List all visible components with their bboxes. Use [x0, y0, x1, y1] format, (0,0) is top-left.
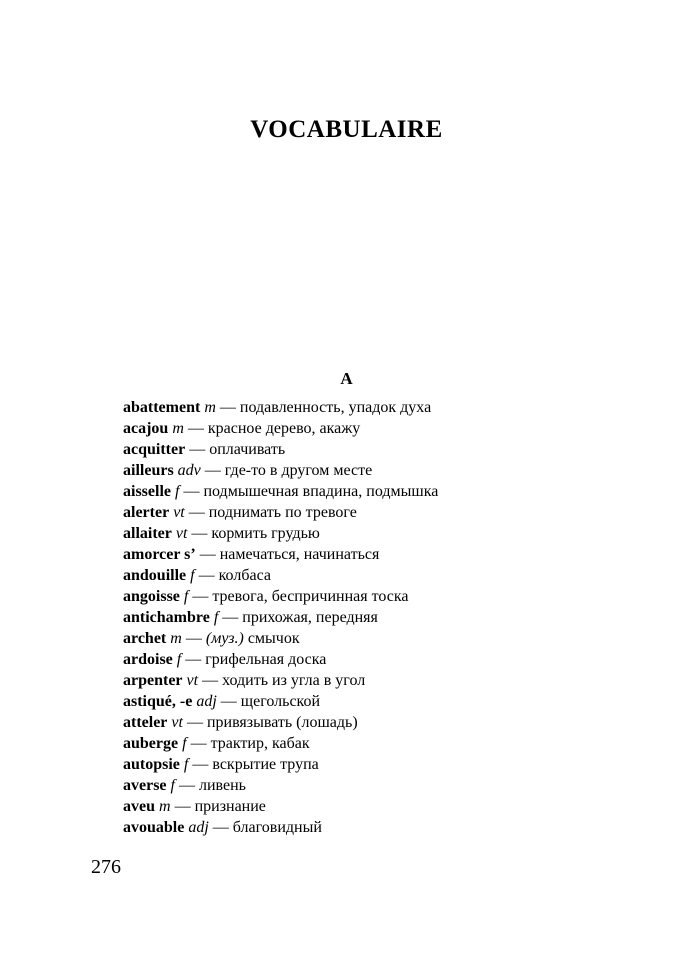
entry-dash: — [204, 462, 221, 479]
entry-grammar: adj [188, 819, 209, 836]
entry-dash: — [219, 399, 236, 416]
entry-grammar: f [190, 567, 195, 584]
entry-word: averse [123, 777, 167, 794]
vocabulary-entry [123, 481, 583, 502]
entry-grammar: f [170, 777, 175, 794]
entry-translation: вскрытие трупа [212, 756, 319, 773]
entry-grammar: vt [173, 504, 185, 521]
entry-word: archet [123, 630, 167, 647]
entry-dash: — [199, 546, 216, 563]
entry-word: amorcer s’ [123, 546, 196, 563]
entry-dash: — [192, 588, 209, 605]
vocabulary-entry [123, 775, 583, 796]
entry-translation: где-то в другом месте [224, 462, 373, 479]
entry-word: ardoise [123, 651, 173, 668]
entry-translation: смычок [247, 630, 300, 647]
entry-word: aisselle [123, 483, 171, 500]
page-number: 276 [91, 856, 121, 878]
entry-word: acajou [123, 420, 169, 437]
entry-word: allaiter [123, 525, 172, 542]
entry-dash: — [187, 420, 204, 437]
vocabulary-list [123, 397, 583, 838]
entry-dash: — [212, 819, 229, 836]
vocabulary-entry [123, 817, 583, 838]
vocabulary-entry [123, 502, 583, 523]
vocabulary-entry [123, 649, 583, 670]
entry-grammar: m [204, 399, 216, 416]
entry-grammar: f [182, 735, 187, 752]
entry-grammar: vt [186, 672, 199, 689]
entry-dash: — [220, 693, 237, 710]
entry-grammar: adv [177, 462, 201, 479]
vocabulary-entry [123, 523, 583, 544]
vocabulary-entry [123, 712, 583, 733]
entry-word: arpenter [123, 672, 183, 689]
entry-dash: — [178, 777, 195, 794]
entry-dash: — [198, 567, 215, 584]
entry-word: avouable [123, 819, 185, 836]
entry-word: ailleurs [123, 462, 174, 479]
entry-translation: подмышечная впадина, подмышка [203, 483, 439, 500]
page-title: VOCABULAIRE [250, 116, 443, 143]
vocabulary-entry [123, 754, 583, 775]
entry-word: auberge [123, 735, 179, 752]
entry-word: atteler [123, 714, 168, 731]
entry-grammar: m [170, 630, 182, 647]
entry-word: alerter [123, 504, 170, 521]
vocabulary-entry [123, 670, 583, 691]
entry-grammar: vt [171, 714, 183, 731]
entry-grammar: m [172, 420, 184, 437]
vocabulary-entry [123, 796, 583, 817]
entry-translation: трактир, кабак [210, 735, 310, 752]
entry-translation: красное дерево, акажу [207, 420, 361, 437]
entry-translation: грифельная доска [205, 651, 327, 668]
vocabulary-entry [123, 544, 583, 565]
entry-dash: — [192, 756, 209, 773]
entry-word: antichambre [123, 609, 210, 626]
entry-word: autopsie [123, 756, 180, 773]
entry-grammar: vt [175, 525, 188, 542]
entry-grammar: adj [196, 693, 217, 710]
vocabulary-entry [123, 397, 583, 418]
entry-grammar: f [183, 588, 189, 605]
entry-translation: привязывать (лошадь) [206, 714, 358, 731]
section-letter-heading: A [340, 369, 353, 388]
entry-dash: — [188, 504, 205, 521]
entry-word: aveu [123, 798, 155, 815]
entry-grammar: f [175, 483, 180, 500]
entry-grammar: m [159, 798, 171, 815]
vocabulary-entry [123, 607, 583, 628]
entry-dash: — [174, 798, 191, 815]
entry-grammar: f [183, 756, 189, 773]
vocabulary-entry [123, 733, 583, 754]
vocabulary-entry [123, 418, 583, 439]
vocabulary-entry [123, 586, 583, 607]
vocabulary-entry [123, 628, 583, 649]
entry-word: astiqué, -e [123, 693, 193, 710]
entry-dash: — [190, 735, 207, 752]
entry-translation: ходить из угла в угол [222, 672, 366, 689]
entry-translation: благовидный [232, 819, 322, 836]
entry-usage-note: (муз.) [205, 630, 244, 647]
entry-translation: колбаса [218, 567, 271, 584]
entry-dash: — [189, 441, 206, 458]
entry-dash: — [202, 672, 219, 689]
entry-translation: щегольской [240, 693, 321, 710]
entry-dash: — [183, 483, 200, 500]
vocabulary-entry [123, 565, 583, 586]
entry-translation: подавленность, упадок духа [239, 399, 432, 416]
entry-translation: признание [194, 798, 266, 815]
entry-translation: намечаться, начинаться [219, 546, 380, 563]
entry-grammar: f [176, 651, 182, 668]
entry-word: acquitter [123, 441, 186, 458]
entry-translation: тревога, беспричинная тоска [212, 588, 409, 605]
vocabulary-entry [123, 691, 583, 712]
entry-translation: кормить грудью [211, 525, 320, 542]
entry-translation: оплачивать [209, 441, 286, 458]
entry-dash: — [186, 714, 203, 731]
entry-dash: — [222, 609, 239, 626]
entry-word: angoisse [123, 588, 180, 605]
entry-word: abattement [123, 399, 201, 416]
entry-word: andouille [123, 567, 187, 584]
entry-grammar: f [213, 609, 219, 626]
entry-dash: — [185, 651, 202, 668]
entry-translation: ливень [198, 777, 246, 794]
vocabulary-entry [123, 460, 583, 481]
vocabulary-entry [123, 439, 583, 460]
entry-dash: — [185, 630, 202, 647]
entry-dash: — [191, 525, 208, 542]
entry-translation: прихожая, передняя [242, 609, 378, 626]
entry-translation: поднимать по тревоге [208, 504, 357, 521]
